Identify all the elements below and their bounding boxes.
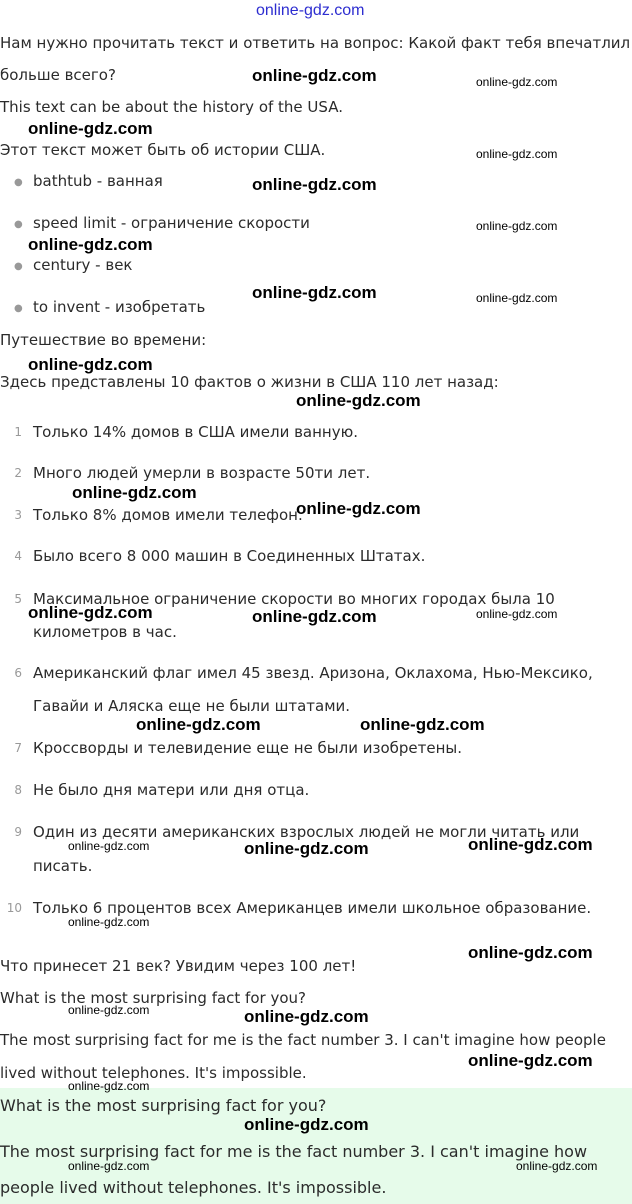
watermark: online-gdz.com xyxy=(252,175,377,194)
fact-line-cont: километров в час. xyxy=(33,623,177,641)
watermark: online-gdz.com xyxy=(252,607,377,626)
vocab-item: bathtub - ванная xyxy=(33,172,163,190)
watermark: online-gdz.com xyxy=(244,1115,369,1134)
vocab-item: to invent - изобретать xyxy=(33,298,206,316)
watermark: online-gdz.com xyxy=(68,839,150,853)
fact-line: Много людей умерли в возрасте 50ти лет. xyxy=(33,464,371,482)
watermark: online-gdz.com xyxy=(68,1079,150,1093)
intro-line2: больше всего? xyxy=(0,66,116,84)
watermark: online-gdz.com xyxy=(468,1051,593,1070)
answer-box-line1: The most surprising fact for me is the fact number 3. I can't imagine how xyxy=(0,1142,588,1161)
watermark: online-gdz.com xyxy=(28,119,153,138)
watermark: online-gdz.com xyxy=(476,147,558,161)
watermark: online-gdz.com xyxy=(516,1159,598,1173)
answer-line2: lived without telephones. It's impossible. xyxy=(0,1064,307,1082)
fact-line: Не было дня матери или дня отца. xyxy=(33,781,310,799)
vocab-item: speed limit - ограничение скорости xyxy=(33,214,310,232)
watermark: online-gdz.com xyxy=(476,75,558,89)
watermark: online-gdz.com xyxy=(468,835,593,854)
answer-box-line2: people lived without telephones. It's impossible. xyxy=(0,1178,387,1197)
site-mark: online-gdz.com xyxy=(256,2,365,19)
watermark: online-gdz.com xyxy=(136,715,261,734)
watermark: online-gdz.com xyxy=(360,715,485,734)
fact-number: 5 xyxy=(14,592,22,606)
fact-line: Один из десяти американских взрослых людей не могли читать или xyxy=(33,823,580,841)
watermark: online-gdz.com xyxy=(28,603,153,622)
watermark: online-gdz.com xyxy=(468,943,593,962)
intro-english: This text can be about the history of the USA. xyxy=(0,98,343,116)
watermark: online-gdz.com xyxy=(476,219,558,233)
bullet: ● xyxy=(14,219,23,230)
bullet: ● xyxy=(14,303,23,314)
fact-number: 3 xyxy=(14,508,22,522)
fact-line-cont: писать. xyxy=(33,857,93,875)
answer-box-question: What is the most surprising fact for you? xyxy=(0,1096,327,1115)
watermark: online-gdz.com xyxy=(296,499,421,518)
watermark: online-gdz.com xyxy=(252,283,377,302)
watermark: online-gdz.com xyxy=(476,607,558,621)
watermark: online-gdz.com xyxy=(252,66,377,85)
answer-line1: The most surprising fact for me is the fact number 3. I can't imagine how people xyxy=(0,1031,606,1049)
fact-line: Только 14% домов в США имели ванную. xyxy=(33,423,358,441)
bullet: ● xyxy=(14,261,23,272)
vocab-item: century - век xyxy=(33,256,133,274)
fact-number: 2 xyxy=(14,466,22,480)
fact-line: Максимальное ограничение скорости во многих городах была 10 xyxy=(33,590,555,608)
watermark: online-gdz.com xyxy=(296,391,421,410)
watermark: online-gdz.com xyxy=(28,235,153,254)
watermark: online-gdz.com xyxy=(244,1007,369,1026)
fact-line: Американский флаг имел 45 звезд. Аризона, Оклахома, Нью-Мексико, xyxy=(33,664,593,682)
watermark: online-gdz.com xyxy=(72,483,197,502)
question-text: What is the most surprising fact for you? xyxy=(0,989,306,1007)
watermark: online-gdz.com xyxy=(68,1003,150,1017)
watermark: online-gdz.com xyxy=(68,1159,150,1173)
fact-line: Только 6 процентов всех Американцев имели школьное образование. xyxy=(33,899,592,917)
watermark: online-gdz.com xyxy=(68,915,150,929)
intro-line1: Нам нужно прочитать текст и ответить на вопрос: Какой факт тебя впечатлил xyxy=(0,34,631,52)
fact-line-cont: Гавайи и Аляска еще не были штатами. xyxy=(33,697,351,715)
fact-line: Было всего 8 000 машин в Соединенных Штатах. xyxy=(33,547,426,565)
closing-text: Что принесет 21 век? Увидим через 100 лет! xyxy=(0,957,357,975)
fact-number: 10 xyxy=(6,901,22,915)
bullet: ● xyxy=(14,177,23,188)
section-subtitle: Здесь представлены 10 фактов о жизни в США 110 лет назад: xyxy=(0,373,499,391)
fact-number: 9 xyxy=(14,825,22,839)
fact-line: Кроссворды и телевидение еще не были изобретены. xyxy=(33,739,463,757)
fact-number: 4 xyxy=(14,549,22,563)
fact-number: 8 xyxy=(14,783,22,797)
fact-number: 6 xyxy=(14,666,22,680)
watermark: online-gdz.com xyxy=(244,839,369,858)
watermark: online-gdz.com xyxy=(28,355,153,374)
fact-line: Только 8% домов имели телефон. xyxy=(33,506,303,524)
watermark: online-gdz.com xyxy=(476,291,558,305)
fact-number: 7 xyxy=(14,741,22,755)
section-title: Путешествие во времени: xyxy=(0,331,207,349)
intro-russian: Этот текст может быть об истории США. xyxy=(0,141,326,159)
fact-number: 1 xyxy=(14,425,22,439)
